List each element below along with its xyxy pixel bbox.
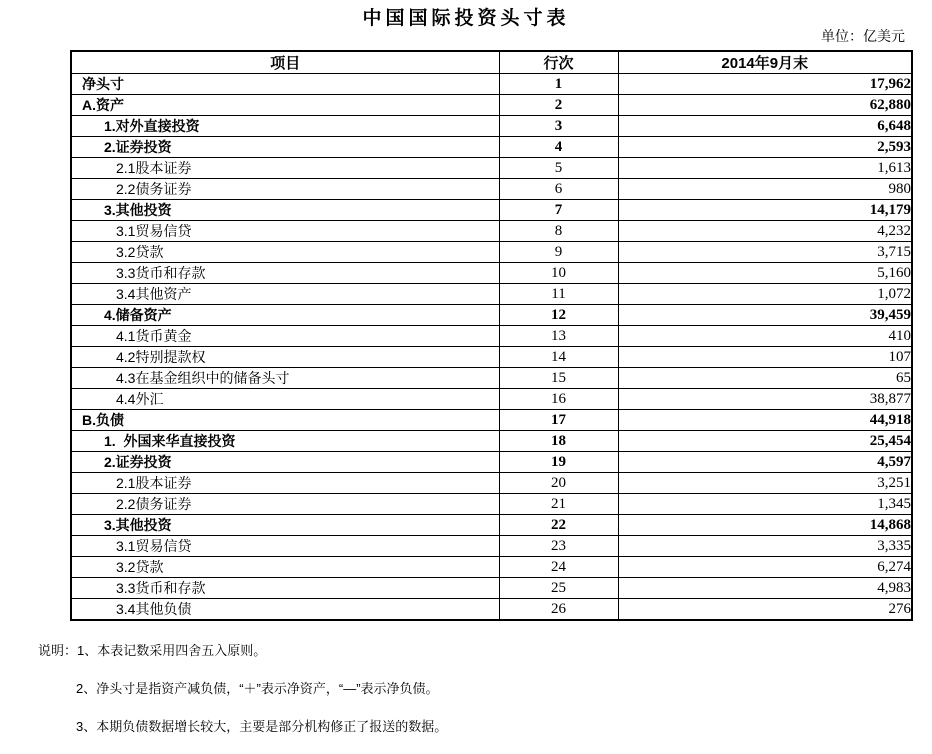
value-cell: 3,335 bbox=[618, 536, 912, 557]
item-cell: 3.1贸易信贷 bbox=[71, 536, 499, 557]
line-number-cell: 3 bbox=[499, 116, 618, 137]
value-cell: 980 bbox=[618, 179, 912, 200]
value-cell: 410 bbox=[618, 326, 912, 347]
value-cell: 39,459 bbox=[618, 305, 912, 326]
line-number-cell: 5 bbox=[499, 158, 618, 179]
item-cell: 2.证券投资 bbox=[71, 137, 499, 158]
line-number-cell: 25 bbox=[499, 578, 618, 599]
item-cell: 3.其他投资 bbox=[71, 515, 499, 536]
page-title: 中国国际投资头寸表 bbox=[362, 8, 570, 29]
line-number-cell: 10 bbox=[499, 263, 618, 284]
item-cell: 2.1股本证券 bbox=[71, 158, 499, 179]
item-cell: 3.3货币和存款 bbox=[71, 263, 499, 284]
iip-table bbox=[70, 50, 913, 621]
line-number-cell: 9 bbox=[499, 242, 618, 263]
table-row bbox=[71, 284, 912, 305]
line-number-cell: 14 bbox=[499, 347, 618, 368]
table-row bbox=[71, 137, 912, 158]
item-cell: 2.1股本证券 bbox=[71, 473, 499, 494]
line-number-cell: 1 bbox=[499, 74, 618, 95]
value-cell: 4,597 bbox=[618, 452, 912, 473]
value-cell: 1,072 bbox=[618, 284, 912, 305]
table-row bbox=[71, 473, 912, 494]
item-cell: 3.1贸易信贷 bbox=[71, 221, 499, 242]
item-cell: 4.1货币黄金 bbox=[71, 326, 499, 347]
value-cell: 6,274 bbox=[618, 557, 912, 578]
item-cell: 4.2特别提款权 bbox=[71, 347, 499, 368]
line-number-cell: 11 bbox=[499, 284, 618, 305]
line-number-cell: 16 bbox=[499, 389, 618, 410]
value-cell: 14,179 bbox=[618, 200, 912, 221]
table-row bbox=[71, 347, 912, 368]
line-number-cell: 4 bbox=[499, 137, 618, 158]
table-row bbox=[71, 410, 912, 431]
line-number-cell: 2 bbox=[499, 95, 618, 116]
item-cell: 1.对外直接投资 bbox=[71, 116, 499, 137]
item-cell: 4.储备资产 bbox=[71, 305, 499, 326]
line-number-cell: 18 bbox=[499, 431, 618, 452]
table-row bbox=[71, 221, 912, 242]
item-cell: 净头寸 bbox=[71, 74, 499, 95]
item-cell: 2.2债务证券 bbox=[71, 179, 499, 200]
value-cell: 14,868 bbox=[618, 515, 912, 536]
value-cell: 4,983 bbox=[618, 578, 912, 599]
table-row bbox=[71, 557, 912, 578]
value-cell: 1,613 bbox=[618, 158, 912, 179]
line-number-cell: 24 bbox=[499, 557, 618, 578]
table-row bbox=[71, 452, 912, 473]
item-cell: 4.3在基金组织中的储备头寸 bbox=[71, 368, 499, 389]
line-number-cell: 26 bbox=[499, 599, 618, 621]
notes-section bbox=[38, 640, 447, 754]
line-number-cell: 23 bbox=[499, 536, 618, 557]
line-number-cell: 21 bbox=[499, 494, 618, 515]
table-row bbox=[71, 368, 912, 389]
value-cell: 44,918 bbox=[618, 410, 912, 431]
item-cell: 3.3货币和存款 bbox=[71, 578, 499, 599]
table-row bbox=[71, 95, 912, 116]
value-cell: 62,880 bbox=[618, 95, 912, 116]
value-cell: 276 bbox=[618, 599, 912, 621]
line-number-cell: 6 bbox=[499, 179, 618, 200]
item-cell: 3.2贷款 bbox=[71, 557, 499, 578]
item-cell: A.资产 bbox=[71, 95, 499, 116]
table-row bbox=[71, 242, 912, 263]
value-cell: 107 bbox=[618, 347, 912, 368]
col-header-item: 项目 bbox=[71, 51, 499, 74]
value-cell: 1,345 bbox=[618, 494, 912, 515]
table-row bbox=[71, 179, 912, 200]
table-row bbox=[71, 326, 912, 347]
line-number-cell: 15 bbox=[499, 368, 618, 389]
line-number-cell: 17 bbox=[499, 410, 618, 431]
table-row bbox=[71, 200, 912, 221]
value-cell: 3,251 bbox=[618, 473, 912, 494]
table-row bbox=[71, 263, 912, 284]
line-number-cell: 19 bbox=[499, 452, 618, 473]
table-row bbox=[71, 158, 912, 179]
table-row bbox=[71, 305, 912, 326]
note-line-2: 2、净头寸是指资产减负债，“＋”表示净资产，“—”表示净负债。 bbox=[76, 681, 439, 696]
value-cell: 6,648 bbox=[618, 116, 912, 137]
value-cell: 17,962 bbox=[618, 74, 912, 95]
item-cell: 2.2债务证券 bbox=[71, 494, 499, 515]
table-row bbox=[71, 116, 912, 137]
item-cell: 3.4其他资产 bbox=[71, 284, 499, 305]
table-header-row bbox=[71, 51, 912, 74]
line-number-cell: 12 bbox=[499, 305, 618, 326]
item-cell: 3.其他投资 bbox=[71, 200, 499, 221]
value-cell: 38,877 bbox=[618, 389, 912, 410]
table-row bbox=[71, 431, 912, 452]
table-row bbox=[71, 536, 912, 557]
item-cell: 4.4外汇 bbox=[71, 389, 499, 410]
table-row bbox=[71, 515, 912, 536]
table-row bbox=[71, 578, 912, 599]
table-row bbox=[71, 389, 912, 410]
item-cell: B.负债 bbox=[71, 410, 499, 431]
unit-label: 单位：亿美元 bbox=[821, 28, 905, 44]
table-row bbox=[71, 599, 912, 621]
value-cell: 4,232 bbox=[618, 221, 912, 242]
note-line-1: 说明：1、本表记数采用四舍五入原则。 bbox=[38, 643, 267, 658]
line-number-cell: 13 bbox=[499, 326, 618, 347]
value-cell: 25,454 bbox=[618, 431, 912, 452]
value-cell: 3,715 bbox=[618, 242, 912, 263]
item-cell: 3.4其他负债 bbox=[71, 599, 499, 621]
line-number-cell: 20 bbox=[499, 473, 618, 494]
table-row bbox=[71, 494, 912, 515]
item-cell: 1. 外国来华直接投资 bbox=[71, 431, 499, 452]
note-line-3: 3、本期负债数据增长较大，主要是部分机构修正了报送的数据。 bbox=[76, 719, 448, 734]
value-cell: 2,593 bbox=[618, 137, 912, 158]
line-number-cell: 7 bbox=[499, 200, 618, 221]
table-row bbox=[71, 74, 912, 95]
col-header-value: 2014年9月末 bbox=[618, 51, 912, 74]
item-cell: 2.证券投资 bbox=[71, 452, 499, 473]
line-number-cell: 22 bbox=[499, 515, 618, 536]
value-cell: 5,160 bbox=[618, 263, 912, 284]
value-cell: 65 bbox=[618, 368, 912, 389]
item-cell: 3.2贷款 bbox=[71, 242, 499, 263]
line-number-cell: 8 bbox=[499, 221, 618, 242]
col-header-line: 行次 bbox=[499, 51, 618, 74]
